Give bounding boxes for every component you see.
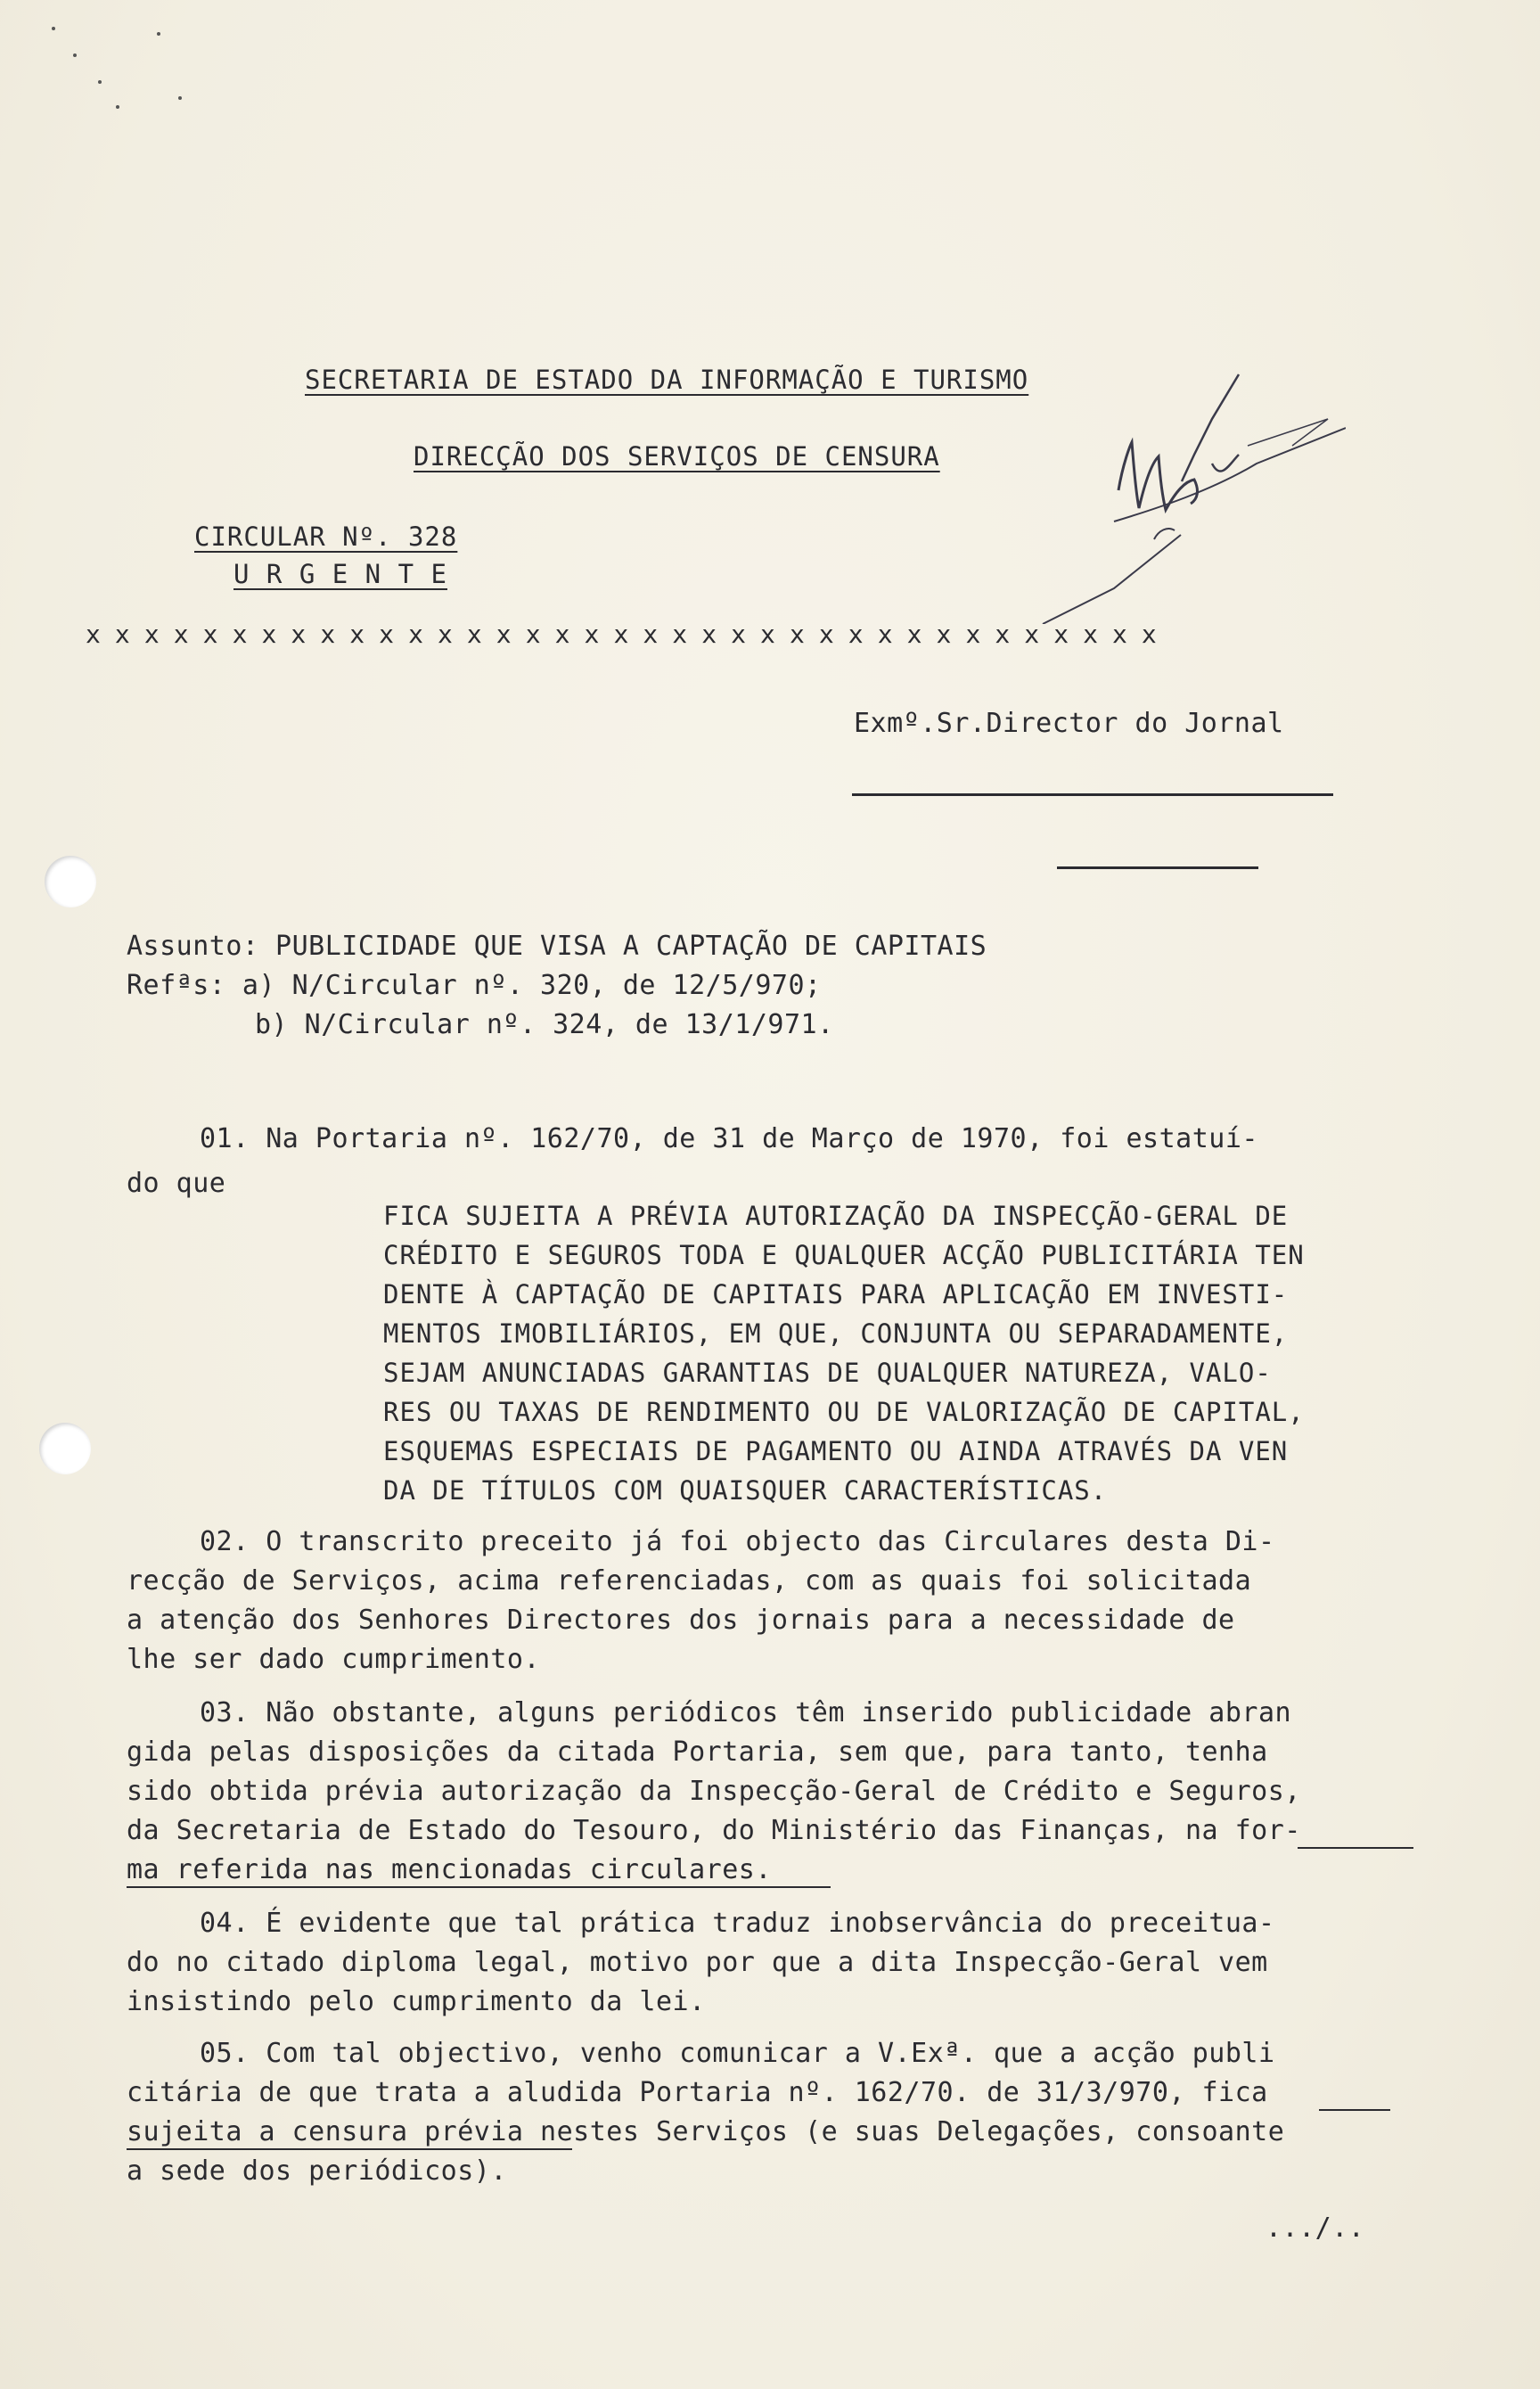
paragraph-04-line: 04. É evidente que tal prática traduz inobservância do preceitua- [200,1908,1275,1939]
quote-line: FICA SUJEITA A PRÉVIA AUTORIZAÇÃO DA INSPECÇÃO-GERAL DE [383,1201,1289,1231]
quote-line: MENTOS IMOBILIÁRIOS, EM QUE, CONJUNTA OU SEPARADAMENTE, [383,1318,1289,1349]
handwritten-underline [1319,2109,1390,2111]
ink-speck [116,105,119,109]
department-heading: DIRECÇÃO DOS SERVIÇOS DE CENSURA [414,441,940,472]
paragraph-02-line: 02. O transcrito preceito já foi objecto das Circulares desta Di- [200,1526,1275,1557]
subject-line: Assunto: PUBLICIDADE QUE VISA A CAPTAÇÃO DE CAPITAIS [127,931,987,962]
ink-speck [178,96,182,100]
ministry-heading: SECRETARIA DE ESTADO DA INFORMAÇÃO E TURISMO [305,365,1029,395]
paragraph-04-line: do no citado diploma legal, motivo por que a dita Inspecção-Geral vem [127,1947,1268,1978]
reference-b: b) N/Circular nº. 324, de 13/1/971. [255,1009,834,1040]
addressee-blank-rule [852,793,1333,796]
paragraph-02-line: lhe ser dado cumprimento. [127,1644,541,1675]
paragraph-02-line: recção de Serviços, acima referenciadas, com as quais foi solicitada [127,1565,1252,1597]
quote-line: ESQUEMAS ESPECIAIS DE PAGAMENTO OU AINDA ATRAVÉS DA VEN [383,1436,1289,1466]
quote-line: DENTE À CAPTAÇÃO DE CAPITAIS PARA APLICAÇÃO EM INVESTI- [383,1279,1289,1309]
continuation-mark: .../.. [1266,2212,1365,2244]
addressee-short-rule [1057,866,1258,869]
paragraph-02-line: a atenção dos Senhores Directores dos jornais para a necessidade de [127,1605,1235,1636]
signature-mark [1025,357,1346,624]
handwritten-underline [127,1886,831,1888]
urgency-label: U R G E N T E [233,559,447,589]
punch-hole-top [45,856,96,907]
ink-speck [73,53,77,57]
ink-speck [52,27,55,30]
paragraph-03-line: ma referida nas mencionadas circulares. [127,1854,772,1885]
separator-line: x x x x x x x x x x x x x x x x x x x x x x x x x x x x x x x x x x x x x [86,620,1157,649]
ink-speck [98,80,102,84]
paragraph-03-line: gida pelas disposições da citada Portaria, sem que, para tanto, tenha [127,1736,1268,1768]
paragraph-03-line: sido obtida prévia autorização da Inspecção-Geral de Crédito e Seguros, [127,1776,1301,1807]
paragraph-05-line: 05. Com tal objectivo, venho comunicar a V.Exª. que a acção publi [200,2038,1275,2069]
paragraph-05-line: citária de que trata a aludida Portaria nº. 162/70. de 31/3/970, fica [127,2077,1268,2108]
handwritten-underline [127,2148,572,2150]
paragraph-05-line: sujeita a censura prévia nestes Serviços (e suas Delegações, consoante [127,2116,1285,2147]
quote-line: DA DE TÍTULOS COM QUAISQUER CARACTERÍSTICAS. [383,1475,1108,1506]
quote-line: CRÉDITO E SEGUROS TODA E QUALQUER ACÇÃO PUBLICITÁRIA TEN [383,1240,1305,1270]
paragraph-04-line: insistindo pelo cumprimento da lei. [127,1986,706,2017]
reference-a: Refªs: a) N/Circular nº. 320, de 12/5/970; [127,970,822,1001]
punch-hole-bottom [39,1423,91,1474]
paragraph-05-line: a sede dos periódicos). [127,2155,507,2187]
paragraph-01-line: 01. Na Portaria nº. 162/70, de 31 de Março de 1970, foi estatuí- [200,1123,1258,1154]
ink-speck [157,32,160,36]
paragraph-03-line: da Secretaria de Estado do Tesouro, do Ministério das Finanças, na for- [127,1815,1301,1846]
paragraph-03-line: 03. Não obstante, alguns periódicos têm inserido publicidade abran [200,1697,1292,1728]
quote-line: SEJAM ANUNCIADAS GARANTIAS DE QUALQUER NATUREZA, VALO- [383,1358,1272,1388]
handwritten-underline [1298,1847,1413,1849]
addressee-line: Exmº.Sr.Director do Jornal [854,708,1284,739]
circular-number: CIRCULAR Nº. 328 [194,521,458,552]
quote-line: RES OU TAXAS DE RENDIMENTO OU DE VALORIZAÇÃO DE CAPITAL, [383,1397,1305,1427]
paragraph-01-line: do que [127,1168,226,1199]
